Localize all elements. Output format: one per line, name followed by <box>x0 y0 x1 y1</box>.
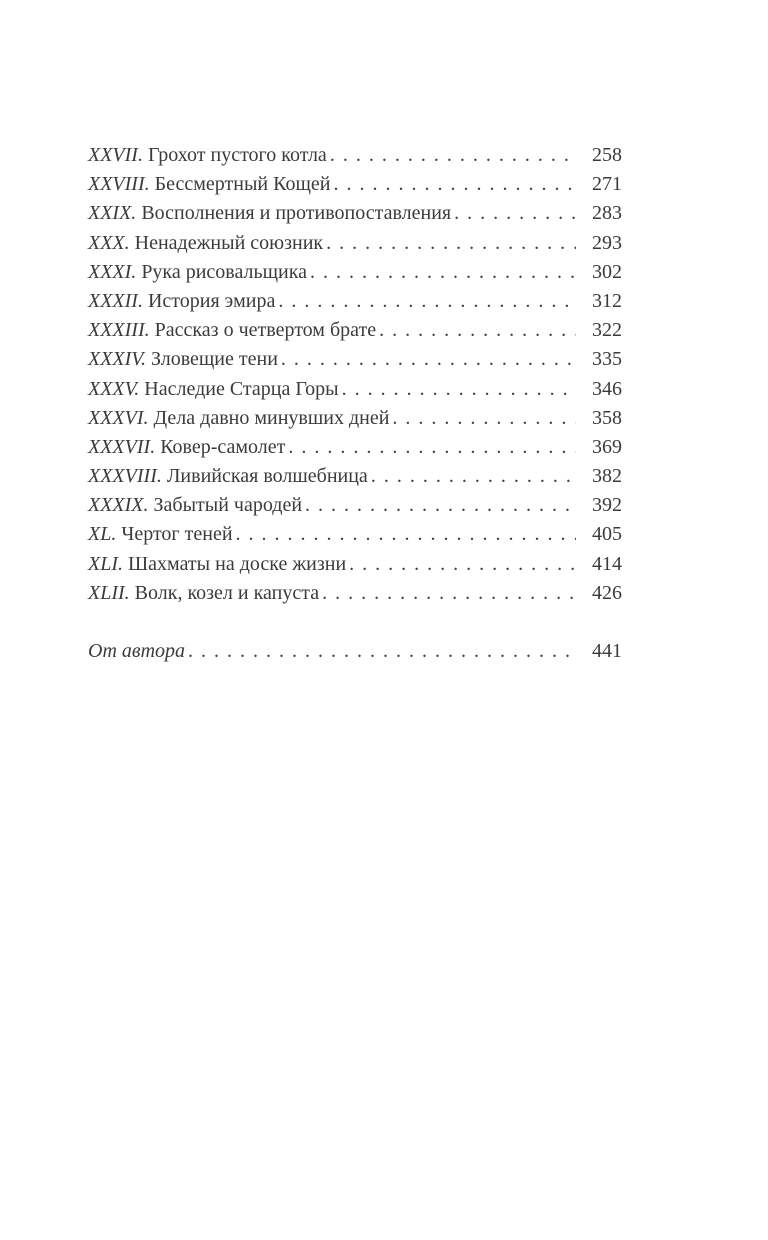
toc-chapter-title: Ненадежный союзник <box>134 231 324 254</box>
toc-chapter-title: Зловещие тени <box>150 348 278 371</box>
toc-chapter-title: Рассказ о четвертом брате <box>154 319 377 342</box>
dot-leader <box>333 170 576 199</box>
toc-page-number: 258 <box>592 144 622 166</box>
dot-leader <box>342 375 576 404</box>
toc-page-number: 382 <box>592 465 622 488</box>
toc-row <box>88 433 622 462</box>
toc-page-number: 312 <box>592 289 622 312</box>
toc-chapter-numeral: XXXV. <box>88 377 140 400</box>
dot-leader <box>188 637 576 666</box>
toc-row <box>88 229 622 258</box>
toc-chapter-numeral: XXVII. <box>88 144 143 166</box>
dot-leader <box>392 404 576 433</box>
toc-page-number: 322 <box>592 319 622 342</box>
toc-chapter-numeral: XL. <box>88 523 117 546</box>
toc-chapter-title: Наследие Старца Горы <box>144 377 339 400</box>
dot-leader <box>326 229 576 258</box>
toc-page-number: 358 <box>592 406 622 429</box>
toc-row <box>88 579 622 608</box>
toc-chapter-title: Чертог теней <box>121 523 233 546</box>
toc-page-number: 293 <box>592 231 622 254</box>
toc-row <box>88 258 622 287</box>
toc-chapter-numeral: XXXIII. <box>88 319 150 342</box>
toc-row <box>88 404 622 433</box>
toc-chapter-numeral: XXXIV. <box>88 348 146 371</box>
toc-chapter-title: Бессмертный Кощей <box>154 173 331 196</box>
toc-page-number: 283 <box>592 202 622 225</box>
toc-row <box>88 316 622 345</box>
toc-row <box>88 287 622 316</box>
toc-page-number: 346 <box>592 377 622 400</box>
dot-leader <box>288 433 576 462</box>
dot-leader <box>454 199 576 228</box>
dot-leader <box>281 345 576 374</box>
toc-page-number: 302 <box>592 260 622 283</box>
dot-leader <box>278 287 576 316</box>
toc-row <box>88 375 622 404</box>
dot-leader <box>310 258 576 287</box>
dot-leader <box>330 141 576 170</box>
toc-row-closing <box>88 637 622 666</box>
toc-page-number: 369 <box>592 435 622 458</box>
toc-closing-page-number: 441 <box>592 640 622 663</box>
toc-chapter-numeral: XXXVII. <box>88 435 156 458</box>
toc-chapter-title: Забытый чародей <box>153 494 303 517</box>
toc-row <box>88 491 622 520</box>
toc-chapter-title: Дела давно минувших дней <box>153 406 390 429</box>
toc-row <box>88 345 622 374</box>
dot-leader <box>236 520 576 549</box>
toc-chapter-numeral: XXX. <box>88 231 130 254</box>
toc-chapter-title: История эмира <box>147 289 276 312</box>
dot-leader <box>349 550 576 579</box>
toc-row <box>88 170 622 199</box>
toc-chapter-numeral: XXXII. <box>88 289 143 312</box>
toc-page-number: 392 <box>592 494 622 517</box>
toc-chapter-numeral: XXXVI. <box>88 406 149 429</box>
toc-chapter-numeral: XLI. <box>88 552 123 575</box>
toc-page-number: 271 <box>592 173 622 196</box>
dot-leader <box>305 491 576 520</box>
toc-row <box>88 520 622 549</box>
toc-row <box>88 199 622 228</box>
toc-chapter-title: Восполнения и противопоставления <box>141 202 452 225</box>
toc-chapter-numeral: XXXVIII. <box>88 465 162 488</box>
toc-row <box>88 141 622 170</box>
dot-leader <box>371 462 576 491</box>
toc-chapter-numeral: XXIX. <box>88 202 137 225</box>
toc-list <box>88 141 622 608</box>
toc-chapter-numeral: XLII. <box>88 581 130 604</box>
toc-page-number: 426 <box>592 581 622 604</box>
toc-chapter-title: Ливийская волшебница <box>166 465 368 488</box>
toc-chapter-title: Волк, козел и капуста <box>134 581 320 604</box>
toc-chapter-title: Грохот пустого котла <box>147 144 327 166</box>
toc-page-number: 405 <box>592 523 622 546</box>
toc-row <box>88 550 622 579</box>
toc-chapter-numeral: XXVIII. <box>88 173 150 196</box>
toc-chapter-title: Шахматы на доске жизни <box>128 552 347 575</box>
table-of-contents <box>88 141 622 666</box>
toc-page-number: 414 <box>592 552 622 575</box>
toc-closing-title: От автора <box>88 640 186 663</box>
toc-row <box>88 462 622 491</box>
toc-chapter-title: Рука рисовальщика <box>141 260 308 283</box>
dot-leader <box>379 316 576 345</box>
dot-leader <box>322 579 576 608</box>
toc-chapter-numeral: XXXIX. <box>88 494 149 517</box>
toc-chapter-title: Ковер-самолет <box>160 435 286 458</box>
toc-page-number: 335 <box>592 348 622 371</box>
toc-chapter-numeral: XXXI. <box>88 260 137 283</box>
